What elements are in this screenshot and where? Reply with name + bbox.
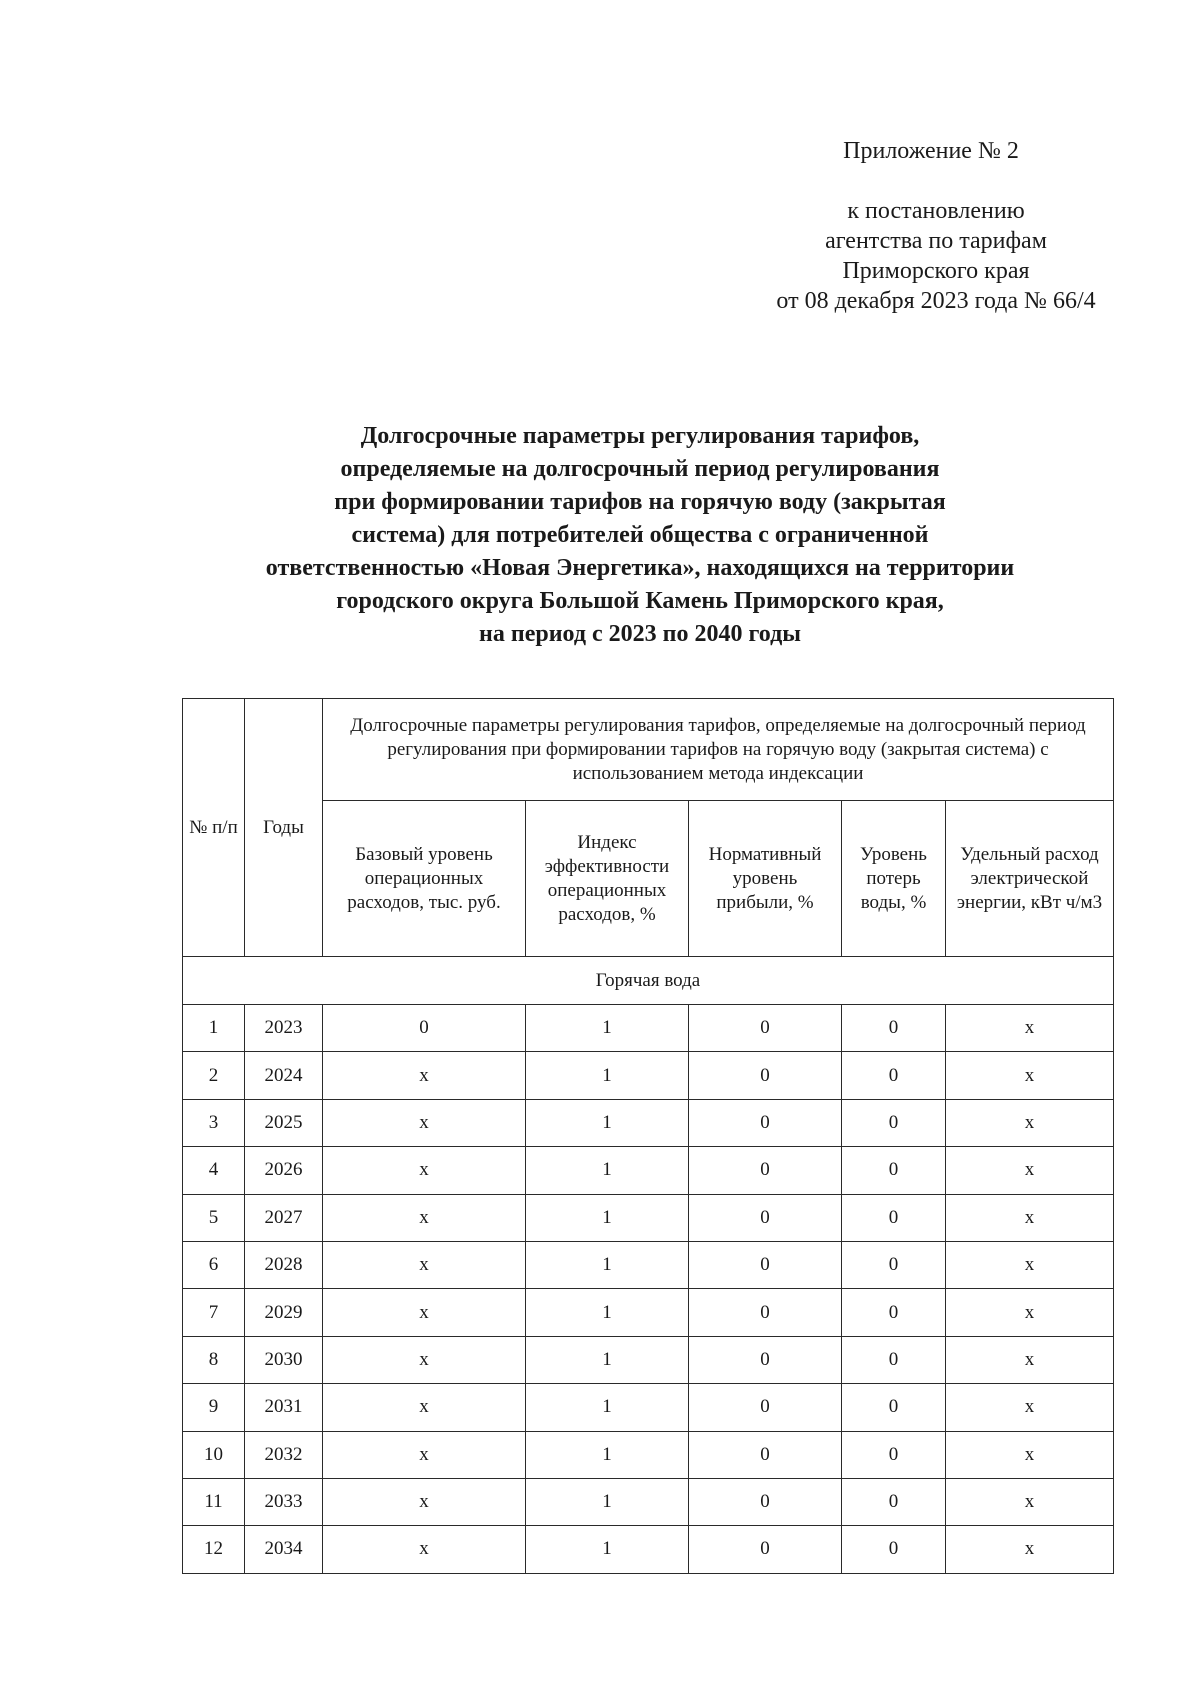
row-number-cell: 1 [183, 1005, 245, 1052]
specific-energy-cell: x [946, 1052, 1114, 1099]
appendix-line: агентства по тарифам [825, 228, 1047, 254]
appendix-line: Приморского края [842, 258, 1030, 284]
specific-energy-cell: x [946, 1384, 1114, 1431]
year-cell: 2027 [245, 1194, 323, 1241]
efficiency-index-cell: 1 [526, 1099, 689, 1146]
table-row [183, 1431, 1114, 1478]
year-cell: 2034 [245, 1526, 323, 1573]
row-number-cell: 4 [183, 1147, 245, 1194]
title-line: городского округа Большой Камень Приморского края, [336, 588, 944, 614]
specific-energy-cell: x [946, 1336, 1114, 1383]
base-level-cell: x [323, 1478, 526, 1525]
section-hot-water: Горячая вода [183, 957, 1114, 1005]
title-line: на период с 2023 по 2040 годы [479, 621, 801, 647]
title-line: при формировании тарифов на горячую воду (закрытая [334, 489, 946, 515]
normative-profit-cell: 0 [689, 1194, 842, 1241]
water-loss-cell: 0 [842, 1241, 946, 1288]
specific-energy-cell: x [946, 1241, 1114, 1288]
title-line: ответственностью «Новая Энергетика», находящихся на территории [265, 555, 1015, 581]
normative-profit-cell: 0 [689, 1099, 842, 1146]
row-number-cell: 12 [183, 1526, 245, 1573]
water-loss-cell: 0 [842, 1289, 946, 1336]
base-level-cell: 0 [323, 1005, 526, 1052]
header-water-loss: Уровень потерь воды, % [842, 801, 946, 957]
base-level-cell: x [323, 1194, 526, 1241]
water-loss-cell: 0 [842, 1194, 946, 1241]
appendix-line: от 08 декабря 2023 года № 66/4 [776, 288, 1096, 314]
specific-energy-cell: x [946, 1526, 1114, 1573]
water-loss-cell: 0 [842, 1431, 946, 1478]
header-specific-energy: Удельный расход электрической энергии, кВт ч/м3 [946, 801, 1114, 957]
year-cell: 2028 [245, 1241, 323, 1288]
base-level-cell: x [323, 1336, 526, 1383]
document-title [200, 420, 1080, 651]
table-row [183, 1099, 1114, 1146]
normative-profit-cell: 0 [689, 1526, 842, 1573]
efficiency-index-cell: 1 [526, 1194, 689, 1241]
table-row [183, 1478, 1114, 1525]
normative-profit-cell: 0 [689, 1241, 842, 1288]
table-row [183, 1147, 1114, 1194]
base-level-cell: x [323, 1289, 526, 1336]
efficiency-index-cell: 1 [526, 1147, 689, 1194]
normative-profit-cell: 0 [689, 1052, 842, 1099]
base-level-cell: x [323, 1099, 526, 1146]
water-loss-cell: 0 [842, 1336, 946, 1383]
header-efficiency-index: Индекс эффективности операционных расходов, % [526, 801, 689, 957]
row-number-cell: 8 [183, 1336, 245, 1383]
specific-energy-cell: x [946, 1194, 1114, 1241]
year-cell: 2032 [245, 1431, 323, 1478]
table-row [183, 1052, 1114, 1099]
normative-profit-cell: 0 [689, 1431, 842, 1478]
specific-energy-cell: x [946, 1431, 1114, 1478]
normative-profit-cell: 0 [689, 1384, 842, 1431]
year-cell: 2030 [245, 1336, 323, 1383]
normative-profit-cell: 0 [689, 1336, 842, 1383]
efficiency-index-cell: 1 [526, 1478, 689, 1525]
row-number-cell: 6 [183, 1241, 245, 1288]
header-normative-profit: Нормативный уровень прибыли, % [689, 801, 842, 957]
water-loss-cell: 0 [842, 1478, 946, 1525]
year-cell: 2023 [245, 1005, 323, 1052]
year-cell: 2033 [245, 1478, 323, 1525]
header-years: Годы [245, 699, 323, 957]
base-level-cell: x [323, 1431, 526, 1478]
efficiency-index-cell: 1 [526, 1336, 689, 1383]
table-row [183, 1241, 1114, 1288]
base-level-cell: x [323, 1526, 526, 1573]
year-cell: 2025 [245, 1099, 323, 1146]
base-level-cell: x [323, 1147, 526, 1194]
year-cell: 2029 [245, 1289, 323, 1336]
year-cell: 2026 [245, 1147, 323, 1194]
row-number-cell: 7 [183, 1289, 245, 1336]
appendix-line: к постановлению [847, 198, 1025, 224]
normative-profit-cell: 0 [689, 1289, 842, 1336]
row-number-cell: 10 [183, 1431, 245, 1478]
normative-profit-cell: 0 [689, 1005, 842, 1052]
specific-energy-cell: x [946, 1099, 1114, 1146]
specific-energy-cell: x [946, 1147, 1114, 1194]
appendix-block [736, 136, 1136, 316]
title-line: Долгосрочные параметры регулирования тарифов, [360, 423, 920, 449]
efficiency-index-cell: 1 [526, 1384, 689, 1431]
efficiency-index-cell: 1 [526, 1005, 689, 1052]
row-number-cell: 2 [183, 1052, 245, 1099]
efficiency-index-cell: 1 [526, 1289, 689, 1336]
normative-profit-cell: 0 [689, 1478, 842, 1525]
table-row [183, 1526, 1114, 1573]
header-group: Долгосрочные параметры регулирования тарифов, определяемые на долгосрочный период регулирования при формировании тарифов на горячую воду (закрытая система) с использованием метода индексации [323, 699, 1114, 801]
base-level-cell: x [323, 1241, 526, 1288]
base-level-cell: x [323, 1384, 526, 1431]
water-loss-cell: 0 [842, 1099, 946, 1146]
title-line: определяемые на долгосрочный период регулирования [340, 456, 940, 482]
table-row [183, 1289, 1114, 1336]
base-level-cell: x [323, 1052, 526, 1099]
table-row [183, 1194, 1114, 1241]
row-number-cell: 11 [183, 1478, 245, 1525]
year-cell: 2024 [245, 1052, 323, 1099]
title-line: система) для потребителей общества с ограниченной [351, 522, 929, 548]
specific-energy-cell: x [946, 1005, 1114, 1052]
parameters-table [182, 698, 1114, 1574]
efficiency-index-cell: 1 [526, 1241, 689, 1288]
year-cell: 2031 [245, 1384, 323, 1431]
water-loss-cell: 0 [842, 1147, 946, 1194]
table-row [183, 1336, 1114, 1383]
table-row [183, 1005, 1114, 1052]
appendix-spacer [736, 166, 1136, 196]
appendix-title: Приложение № 2 [843, 138, 1019, 164]
water-loss-cell: 0 [842, 1384, 946, 1431]
efficiency-index-cell: 1 [526, 1052, 689, 1099]
specific-energy-cell: x [946, 1289, 1114, 1336]
row-number-cell: 9 [183, 1384, 245, 1431]
water-loss-cell: 0 [842, 1526, 946, 1573]
header-base-level: Базовый уровень операционных расходов, тыс. руб. [323, 801, 526, 957]
normative-profit-cell: 0 [689, 1147, 842, 1194]
row-number-cell: 5 [183, 1194, 245, 1241]
water-loss-cell: 0 [842, 1052, 946, 1099]
header-number: № п/п [183, 699, 245, 957]
efficiency-index-cell: 1 [526, 1431, 689, 1478]
efficiency-index-cell: 1 [526, 1526, 689, 1573]
water-loss-cell: 0 [842, 1005, 946, 1052]
specific-energy-cell: x [946, 1478, 1114, 1525]
table-row [183, 1384, 1114, 1431]
row-number-cell: 3 [183, 1099, 245, 1146]
